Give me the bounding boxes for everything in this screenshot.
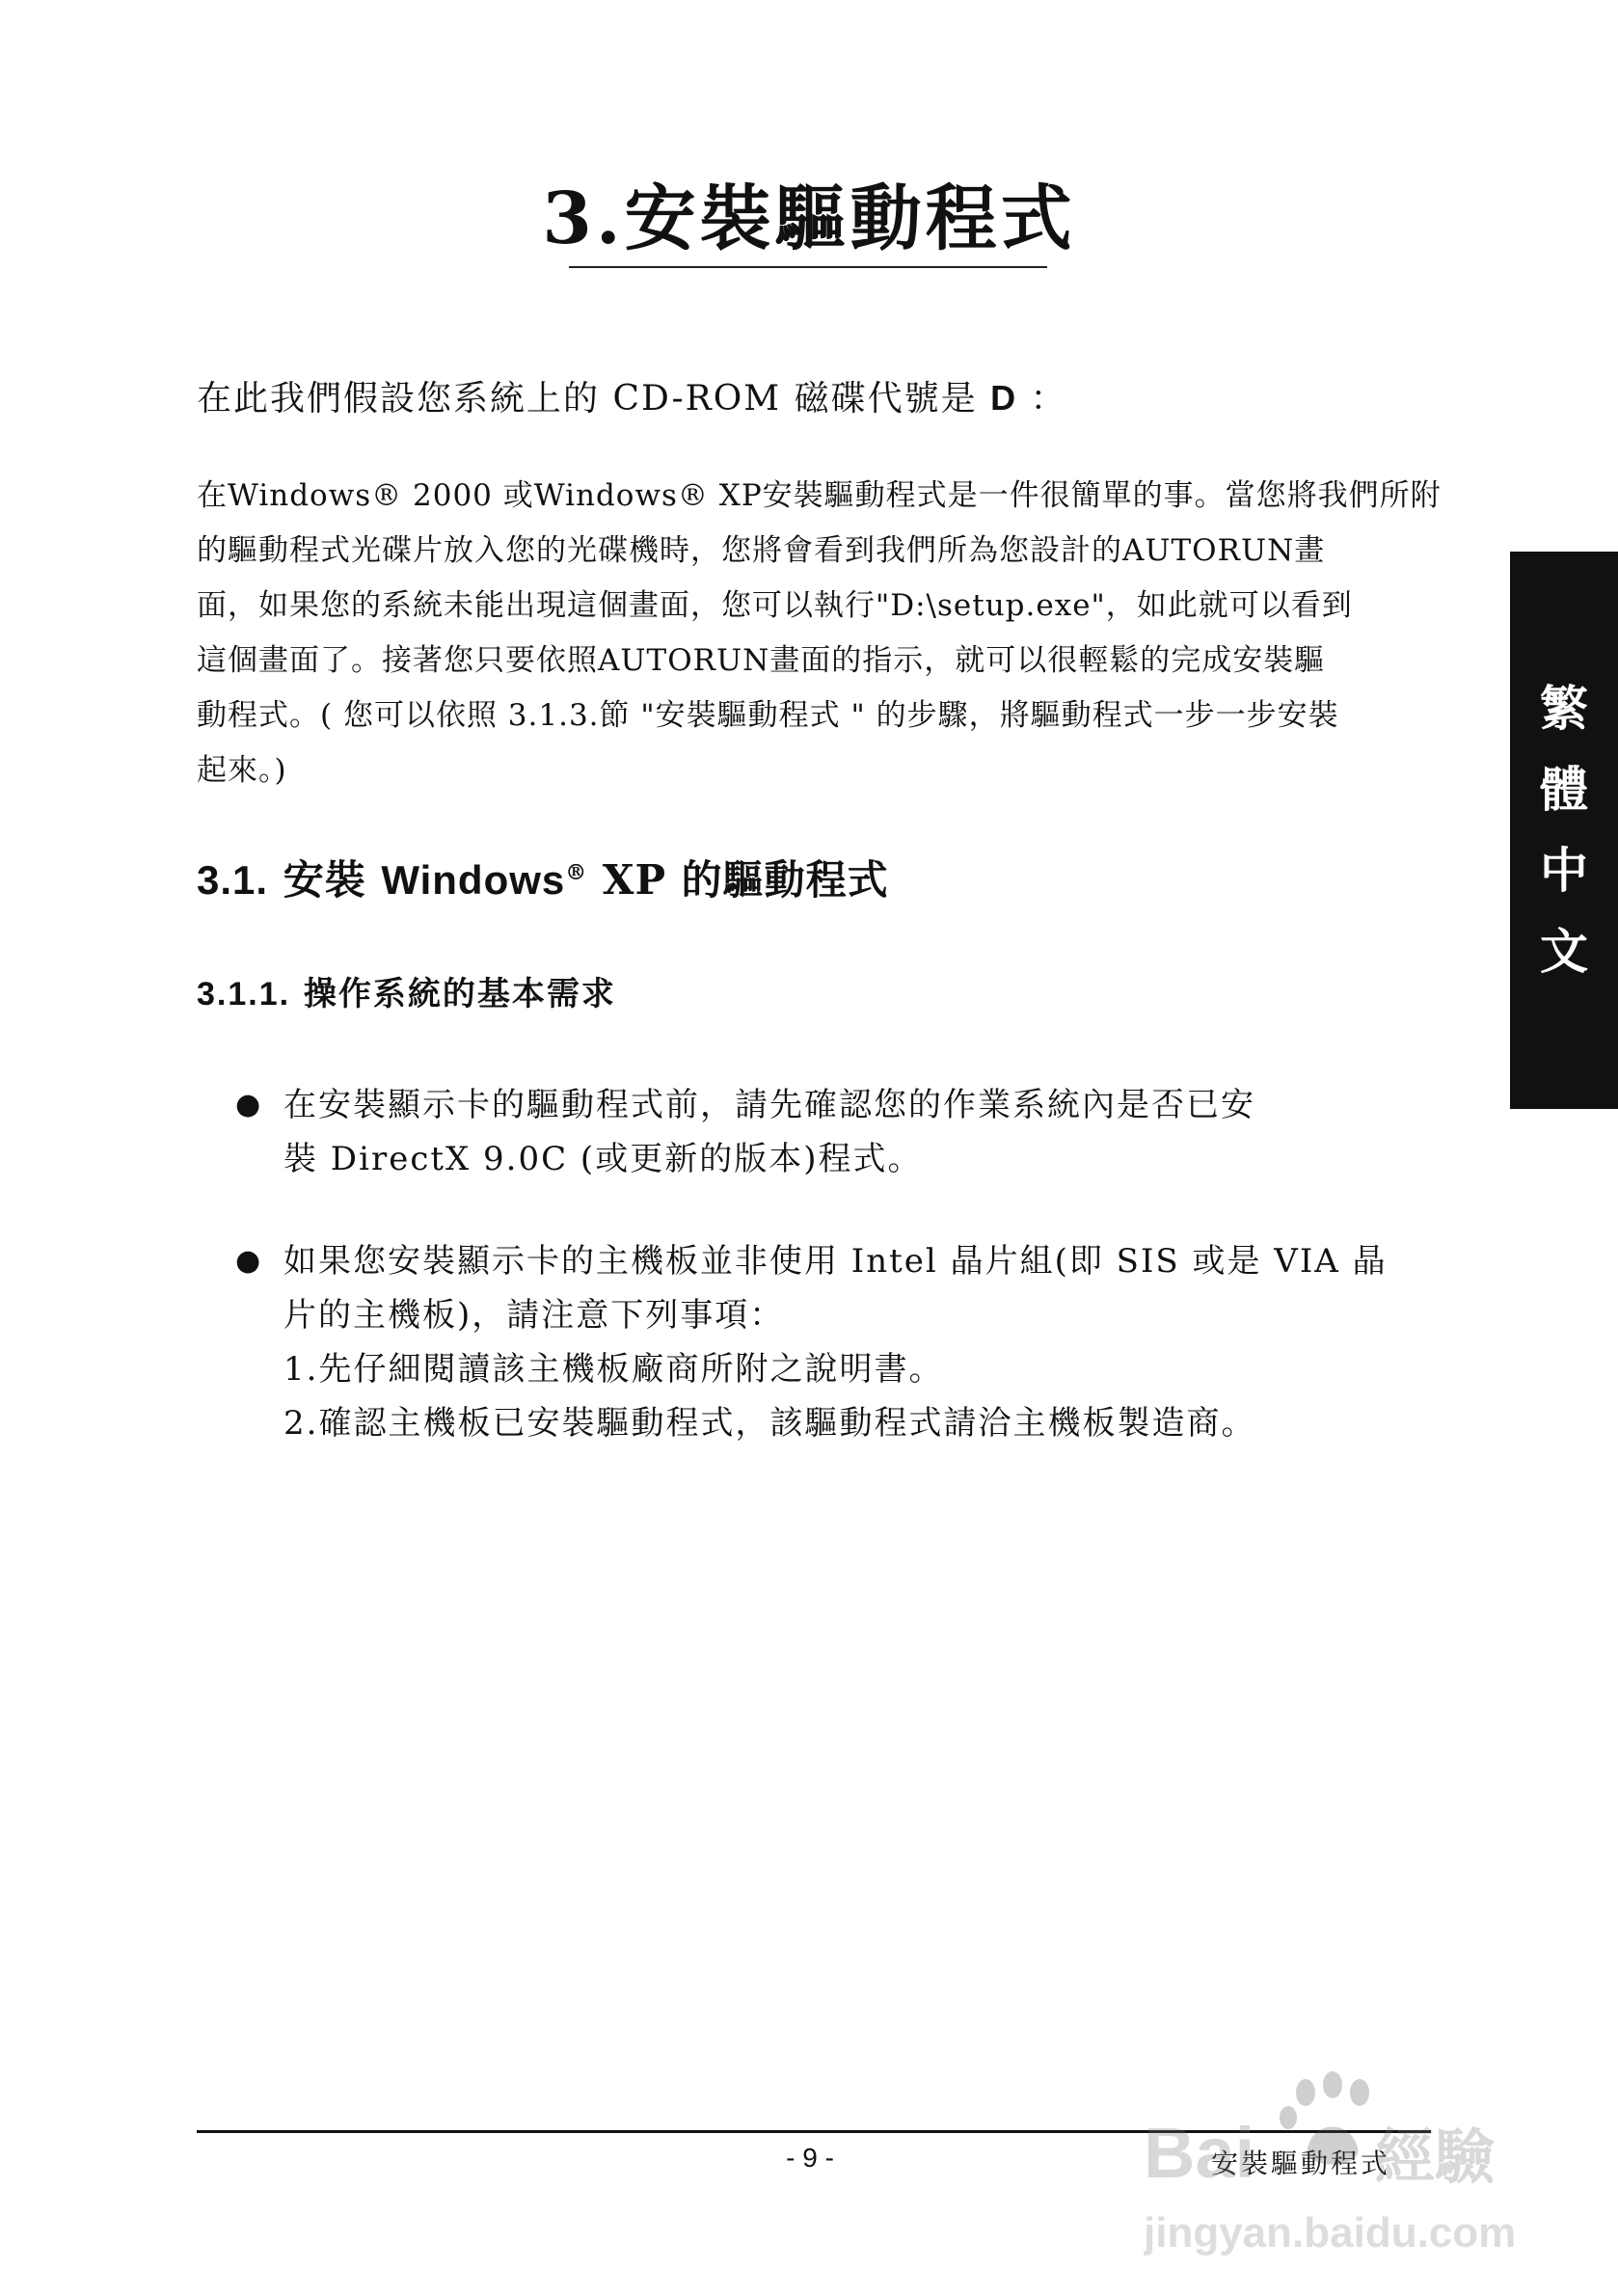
footer-section-name: 安裝驅動程式 [1211,2147,1391,2179]
language-side-tab [1510,552,1618,1109]
registered-mark: ® [565,860,588,885]
subsection-text: 操作系統的基本需求 [303,975,616,1013]
bullet-item [235,1234,1431,1450]
watermark-url: jingyan.baidu.com [1144,2209,1517,2256]
bullet-dot-icon: ● [235,1244,263,1278]
bullet-line: 在安裝顯示卡的驅動程式前，請先確認您的作業系統內是否已安 [283,1086,1255,1124]
drive-letter: D [990,378,1018,418]
baidu-watermark [1144,2064,1529,2266]
side-tab-char: 文 [1540,923,1588,980]
intro-suffix: ： [1030,379,1067,419]
paragraph-line: 這個畫面了。接著您只要依照AUTORUN畫面的指示，就可以很輕鬆的完成安裝驅 [197,643,1326,678]
section-heading [197,849,889,906]
watermark-brand: Bai [1144,2113,1255,2193]
subsection-heading [197,967,616,1014]
side-tab-char: 中 [1540,842,1588,899]
paragraph-line: 的驅動程式光碟片放入您的光碟機時，您將會看到我們所為您設計的AUTORUN畫 [197,533,1326,568]
bullet-line: 片的主機板)，請注意下列事項： [283,1296,785,1335]
subsection-number: 3.1.1. [197,976,291,1013]
side-tab-char: 體 [1540,761,1588,818]
paragraph-line: 在Windows® 2000 或Windows® XP安裝驅動程式是一件很簡單的事。當您將我們所附 [197,478,1442,513]
numbered-sub-item: 1.先仔細閱讀該主機板廠商所附之說明書。 [283,1350,944,1389]
intro-line [197,371,1067,420]
numbered-sub-item: 2.確認主機板已安裝驅動程式，該驅動程式請洽主機板製造商。 [283,1404,1256,1443]
paragraph-line: 動程式。( 您可以依照 3.1.3.節 "安裝驅動程式 " 的步驟，將驅動程式一步一步安裝 [197,698,1339,733]
page-number: - 9 - [786,2143,834,2173]
paragraph-line: 面，如果您的系統未能出現這個畫面，您可以執行"D:\setup.exe"，如此就可以看到 [197,588,1353,623]
body-paragraph [197,469,1442,798]
section-heading-after: XP 的驅動程式 [602,856,889,904]
baidu-paw-logo-icon [1144,2064,1529,2266]
section-heading-before: 安裝 [283,856,366,904]
page-title: 3.安裝驅動程式 [542,177,1076,260]
section-heading-product: Windows [381,857,566,903]
bullet-dot-icon: ● [235,1088,263,1121]
paragraph-line: 起來。) [197,753,287,788]
intro-text: 在此我們假設您系統上的 CD-ROM 磁碟代號是 [197,379,978,419]
side-tab-char: 繁 [1540,680,1588,737]
section-number: 3.1. [197,857,269,903]
watermark-tail: 經驗 [1375,2121,1496,2192]
title-underline [569,266,1047,268]
bullet-line: 裝 DirectX 9.0C (或更新的版本)程式。 [283,1140,923,1178]
bullet-line: 如果您安裝顯示卡的主機板並非使用 Intel 晶片組(即 SIS 或是 VIA 晶 [283,1242,1388,1281]
bullet-item [235,1078,1431,1186]
